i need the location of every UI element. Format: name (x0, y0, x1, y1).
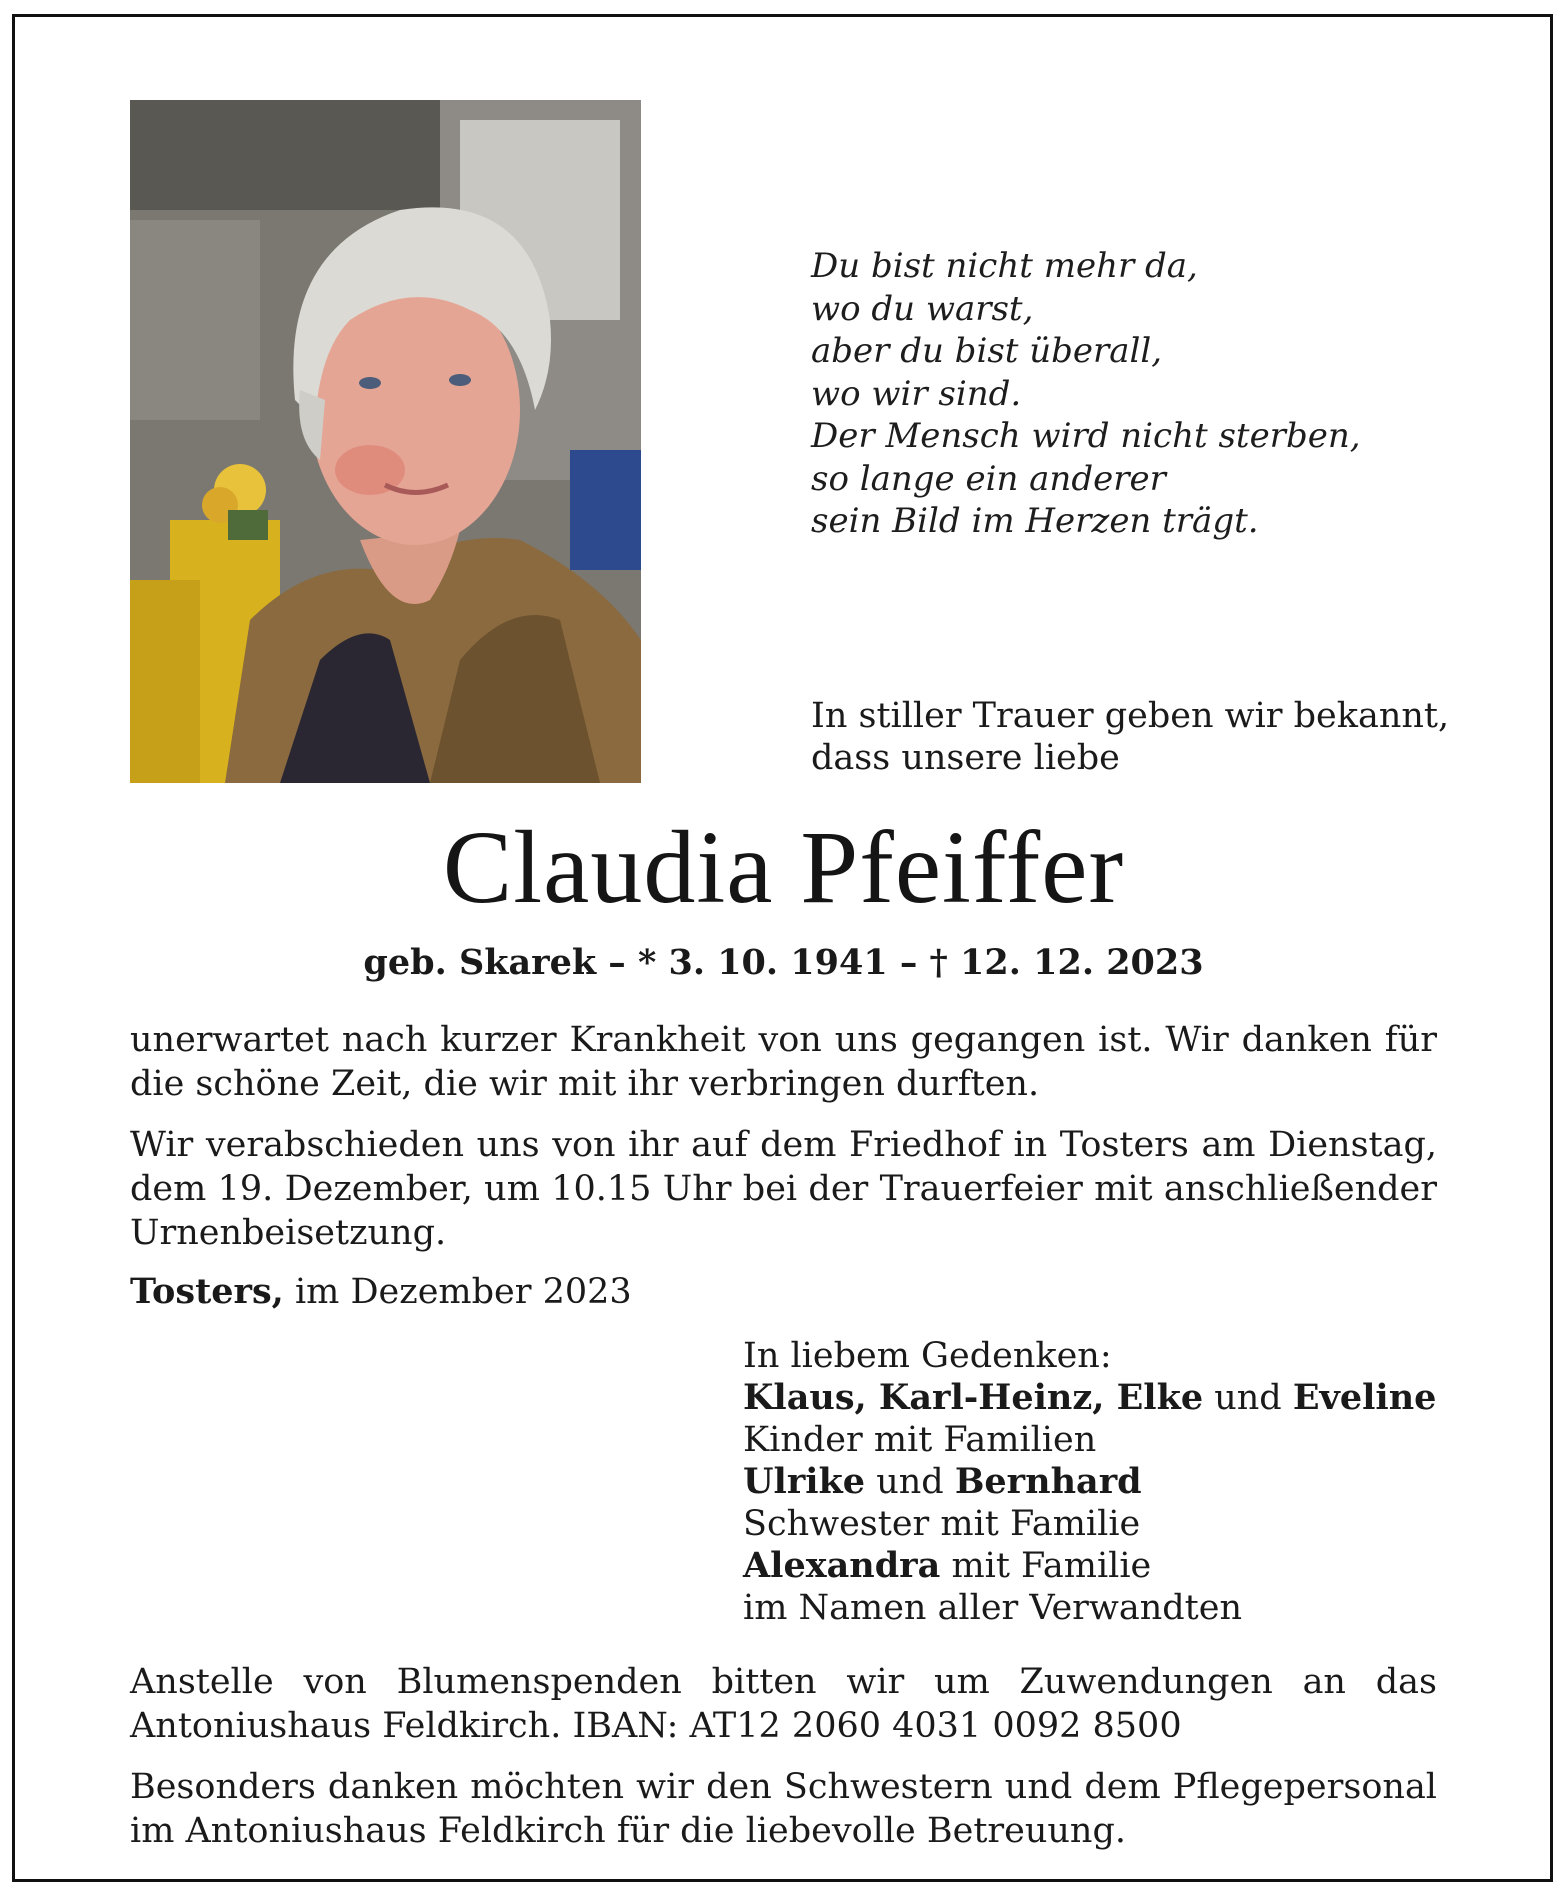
poem-line: wo wir sind. (811, 373, 1022, 414)
other-mourner (743, 1545, 1463, 1587)
poem-line: sein Bild im Herzen trägt. (811, 501, 1259, 541)
poem-line: aber du bist überall, (811, 331, 1163, 371)
mourners-heading: In liebem Gedenken: (743, 1336, 1112, 1376)
children-names-b: Eveline (1292, 1377, 1437, 1418)
other-role: mit Familie (940, 1546, 1152, 1586)
poem (811, 245, 1451, 543)
sibling-role: Schwester mit Familie (743, 1504, 1141, 1544)
conjunction: und (1203, 1378, 1293, 1418)
poem-line: Der Mensch wird nicht sterben, (811, 416, 1361, 456)
other-name: Alexandra (743, 1545, 941, 1586)
funeral-details-paragraph: Wir verabschieden uns von ihr auf dem Friedhof in Tosters am Dienstag, dem 19. Dezember, um 10.15 Uhr bei der Trauerfeier mit anschließender Urnenbeisetzung. (130, 1125, 1437, 1253)
portrait-image (130, 100, 641, 783)
deceased-name: Claudia Pfeiffer (442, 810, 1125, 925)
place-name: Tosters, (130, 1271, 284, 1312)
announcement-intro (811, 695, 1471, 779)
conjunction: und (865, 1462, 955, 1502)
sibling-names (743, 1461, 1463, 1503)
mourners-list (743, 1335, 1463, 1629)
passing-paragraph: unerwartet nach kurzer Krankheit von uns gegangen ist. Wir danken für die schöne Zeit, die wir mit ihr verbringen durften. (130, 1020, 1437, 1104)
poem-line: wo du warst, (811, 288, 1034, 329)
portrait-photo (130, 100, 641, 783)
date-text: im Dezember 2023 (283, 1272, 632, 1312)
sibling-a: Ulrike (743, 1461, 866, 1502)
poem-line: Du bist nicht mehr da, (811, 246, 1198, 286)
donation-paragraph: Anstelle von Blumenspenden bitten wir um Zuwendungen an das Antoniushaus Feldkirch. IBAN: AT12 2060 4031 0092 8500 (130, 1662, 1437, 1746)
all-relatives: im Namen aller Verwandten (743, 1588, 1242, 1628)
sibling-b: Bernhard (954, 1461, 1142, 1502)
children-names-a: Klaus, Karl-Heinz, Elke (743, 1377, 1204, 1418)
thanks-paragraph: Besonders danken möchten wir den Schwestern und dem Pflegepersonal im Antoniushaus Feldkirch für die liebevolle Betreuung. (130, 1767, 1437, 1851)
intro-line: In stiller Trauer geben wir bekannt, (811, 696, 1450, 736)
children-role: Kinder mit Familien (743, 1420, 1097, 1460)
children-names (743, 1377, 1463, 1419)
intro-line: dass unsere liebe (811, 738, 1120, 778)
birth-death-dates: geb. Skarek – * 3. 10. 1941 – † 12. 12. 2023 (363, 942, 1204, 983)
poem-line: so lange ein anderer (811, 458, 1166, 499)
place-date-line (130, 1270, 632, 1314)
